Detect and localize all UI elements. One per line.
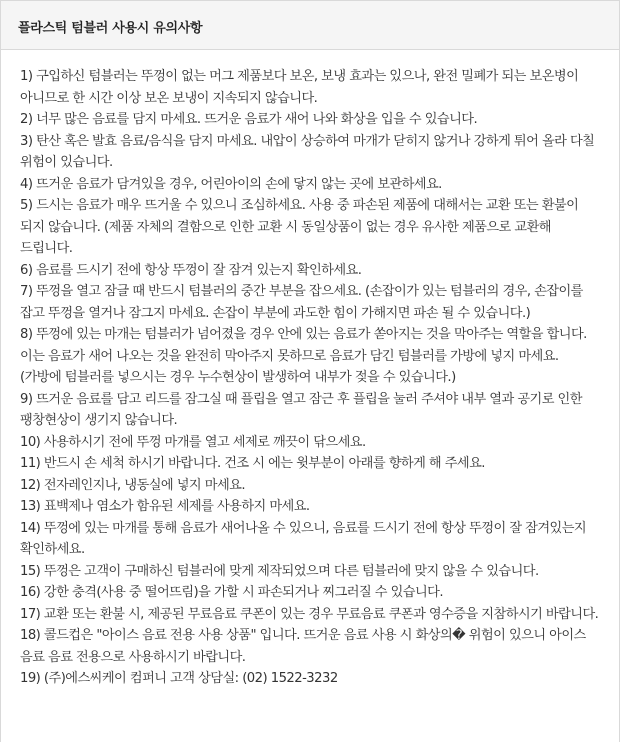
notice-item-1: 1) 구입하신 텀블러는 뚜껑이 없는 머그 제품보다 보온, 보냉 효과는 있으나, 완전 밀폐가 되는 보온병이 아니므로 한 시간 이상 보온 보냉이 지속되지 않습니다. [20,69,579,106]
notice-item-13: 13) 표백제나 염소가 함유된 세제를 사용하지 마세요. [20,499,310,514]
notice-item-18: 18) 콜드컵은 "아이스 음료 전용 사용 상품" 입니다. 뜨거운 음료 사용 시 화상의� 위험이 있으니 아이스 음료 음료 전용으로 사용하시기 바랍니다. [20,628,586,665]
notice-item-14: 14) 뚜껑에 있는 마개를 통해 음료가 새어나올 수 있으니, 음료를 드시기 전에 항상 뚜껑이 잘 잠겨있는지 확인하세요. [20,520,587,557]
notice-item-11: 11) 반드시 손 세척 하시기 바랍니다. 건조 시 에는 윗부분이 아래를 향하게 해 주세요. [20,456,485,471]
notice-item-10: 10) 사용하시기 전에 뚜껑 마개를 열고 세제로 깨끗이 닦으세요. [20,434,366,450]
notice-item-8: 8) 뚜껑에 있는 마개는 텀블러가 넘어졌을 경우 안에 있는 음료가 쏟아지는 것을 막아주는 역할을 합니다. 이는 음료가 새어 나오는 것을 완전히 막아주지 못하므로 음료가 담긴 텀블러를 가방에 넣지 마세요. (가방에 텀블러를 넣으시는 경우 누수현상이 발생하여 내부가 젖을 수 있습니다.) [20,327,587,385]
notice-item-15: 15) 뚜껑은 고객이 구매하신 텀블러에 맞게 제작되었으며 다른 텀블러에 맞지 않을 수 있습니다. [20,563,539,579]
notice-item-3: 3) 탄산 혹은 발효 음료/음식을 담지 마세요. 내압이 상승하여 마개가 닫히지 않거나 강하게 튀어 올라 다칠 위험이 있습니다. [20,133,595,170]
notice-item-19: 19) (주)에스씨케이 컴퍼니 고객 상담실: (02) 1522-3232 [20,671,338,686]
notice-list [1,50,619,690]
notice-item-4: 4) 뜨거운 음료가 담겨있을 경우, 어린아이의 손에 닿지 않는 곳에 보관하세요. [20,176,442,192]
notice-item-17: 17) 교환 또는 환불 시, 제공된 무료음료 쿠폰이 있는 경우 무료음료 쿠폰과 영수증을 지참하시기 바랍니다. [20,606,599,622]
notice-item-2: 2) 너무 많은 음료를 담지 마세요. 뜨거운 음료가 새어 나와 화상을 입을 수 있습니다. [20,112,478,127]
notice-item-16: 16) 강한 충격(사용 중 떨어뜨림)을 가할 시 파손되거나 찌그러질 수 있습니다. [20,585,444,600]
notice-item-5: 5) 드시는 음료가 매우 뜨거울 수 있으니 조심하세요. 사용 중 파손된 제품에 대해서는 교환 또는 환불이 되지 않습니다. (제품 자체의 결함으로 인한 교환 시 동일상품이 없는 경우 유사한 제품으로 교환해 드립니다. [20,198,579,256]
notice-item-6: 6) 음료를 드시기 전에 항상 뚜껑이 잘 잠겨 있는지 확인하세요. [20,262,362,278]
notice-item-9: 9) 뜨거운 음료를 담고 리드를 잠그실 때 플립을 열고 잠근 후 플립을 눌러 주셔야 내부 열과 공기로 인한 팽창현상이 생기지 않습니다. [20,391,582,428]
panel-title: 플라스틱 텀블러 사용시 유의사항 [1,0,619,50]
notice-item-12: 12) 전자레인지나, 냉동실에 넣지 마세요. [20,477,245,493]
notice-item-7: 7) 뚜껑을 열고 잠글 때 반드시 텀블러의 중간 부분을 잡으세요. (손잡이가 있는 텀블러의 경우, 손잡이를 잡고 뚜껑을 열거나 잠그지 마세요. 손잡이 부분에 과도한 힘이 가해지면 파손 될 수 있습니다.) [20,284,583,321]
